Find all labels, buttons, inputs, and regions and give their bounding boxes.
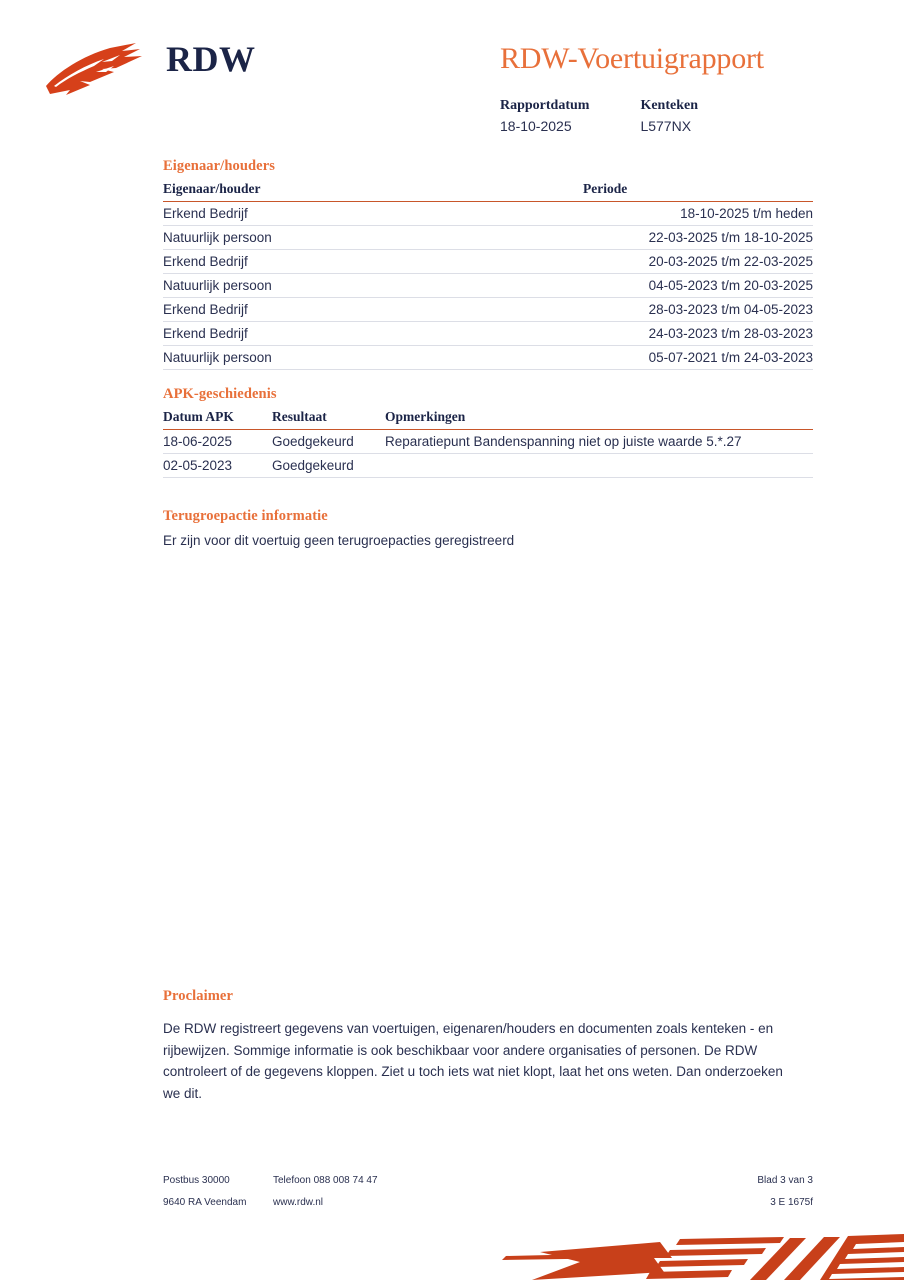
- table-cell: 05-07-2021 t/m 24-03-2023: [583, 346, 813, 370]
- table-cell: 02-05-2023: [163, 454, 272, 478]
- column-header-period: Periode: [583, 181, 813, 202]
- rdw-wordmark: RDW: [166, 39, 256, 79]
- owners-heading: Eigenaar/houders: [163, 158, 275, 174]
- table-cell: 20-03-2025 t/m 22-03-2025: [583, 250, 813, 274]
- table-row: [163, 298, 813, 322]
- speed-stripes-icon: [484, 1228, 904, 1280]
- owners-section: [163, 158, 813, 370]
- table-cell: Goedgekeurd: [272, 430, 385, 454]
- table-cell: 18-10-2025 t/m heden: [583, 202, 813, 226]
- footer-city: 9640 RA Veendam: [163, 1197, 247, 1208]
- apk-heading: APK-geschiedenis: [163, 386, 277, 402]
- column-header-apk-remarks: Opmerkingen: [385, 409, 813, 430]
- recall-information-section: [163, 508, 813, 551]
- licence-plate-value: L577NX: [640, 118, 692, 134]
- table-cell: Natuurlijk persoon: [163, 346, 583, 370]
- footer-website[interactable]: www.rdw.nl: [273, 1197, 324, 1208]
- disclaimer-body-text: De RDW registreert gegevens van voertuigen, eigenaren/houders en documenten zoals kenteken - en rijbewijzen. Sommige informatie is ook beschikbaar voor andere organisaties of personen. De RDW controleert of de gegevens kloppen. Ziet u toch iets wat niet klopt, laat het ons weten. Dan onderzoeken we dit.: [163, 1021, 783, 1101]
- table-cell: Erkend Bedrijf: [163, 202, 583, 226]
- report-meta-block: [500, 96, 830, 137]
- recall-heading: Terugroepactie informatie: [163, 508, 328, 524]
- owners-table: [163, 181, 813, 370]
- owners-table-body: [163, 202, 813, 370]
- table-row: [163, 274, 813, 298]
- table-header-row: [163, 181, 813, 202]
- page-footer: [163, 1170, 813, 1214]
- table-cell: Erkend Bedrijf: [163, 250, 583, 274]
- footer-postbus: Postbus 30000: [163, 1175, 230, 1186]
- apk-table: [163, 409, 813, 478]
- column-header-owner: Eigenaar/houder: [163, 181, 583, 202]
- table-cell: Erkend Bedrijf: [163, 298, 583, 322]
- disclaimer-heading: Proclaimer: [163, 988, 233, 1004]
- report-date-value: 18-10-2025: [500, 118, 572, 134]
- licence-plate-label: Kenteken: [640, 98, 699, 113]
- table-row: [163, 346, 813, 370]
- footer-form-code: 3 E 1675f: [770, 1197, 813, 1208]
- table-cell: Natuurlijk persoon: [163, 274, 583, 298]
- recall-body-text: Er zijn voor dit voertuig geen terugroepacties geregistreerd: [163, 533, 515, 548]
- table-cell: [385, 454, 813, 478]
- report-date-field: [500, 96, 636, 137]
- rdw-logo: [44, 38, 294, 100]
- table-row: [163, 202, 813, 226]
- table-cell: Erkend Bedrijf: [163, 322, 583, 346]
- table-row: [163, 322, 813, 346]
- table-cell: 24-03-2023 t/m 28-03-2023: [583, 322, 813, 346]
- footer-row-2: [163, 1192, 813, 1214]
- table-cell: 28-03-2023 t/m 04-05-2023: [583, 298, 813, 322]
- page-header: [0, 0, 904, 150]
- column-header-apk-result: Resultaat: [272, 409, 385, 430]
- apk-history-section: [163, 386, 813, 478]
- report-date-label: Rapportdatum: [500, 98, 590, 113]
- licence-plate-field: [640, 96, 698, 137]
- table-cell: 04-05-2023 t/m 20-03-2025: [583, 274, 813, 298]
- table-header-row: [163, 409, 813, 430]
- disclaimer-section: [163, 988, 813, 1104]
- page-title: RDW-Voertuigrapport: [500, 42, 764, 75]
- table-row: [163, 250, 813, 274]
- table-cell: 18-06-2025: [163, 430, 272, 454]
- apk-table-body: [163, 430, 813, 478]
- table-cell: Reparatiepunt Bandenspanning niet op juiste waarde 5.*.27: [385, 430, 813, 454]
- table-row: [163, 430, 813, 454]
- table-row: [163, 226, 813, 250]
- footer-page-indicator: Blad 3 van 3: [757, 1175, 813, 1186]
- column-header-apk-date: Datum APK: [163, 409, 272, 430]
- footer-row-1: [163, 1170, 813, 1192]
- table-cell: 22-03-2025 t/m 18-10-2025: [583, 226, 813, 250]
- rdw-feather-logo-icon: [44, 42, 160, 100]
- table-cell: Natuurlijk persoon: [163, 226, 583, 250]
- footer-phone: Telefoon 088 008 74 47: [273, 1175, 378, 1186]
- bottom-speed-stripes-decoration: [484, 1228, 904, 1280]
- table-cell: Goedgekeurd: [272, 454, 385, 478]
- table-row: [163, 454, 813, 478]
